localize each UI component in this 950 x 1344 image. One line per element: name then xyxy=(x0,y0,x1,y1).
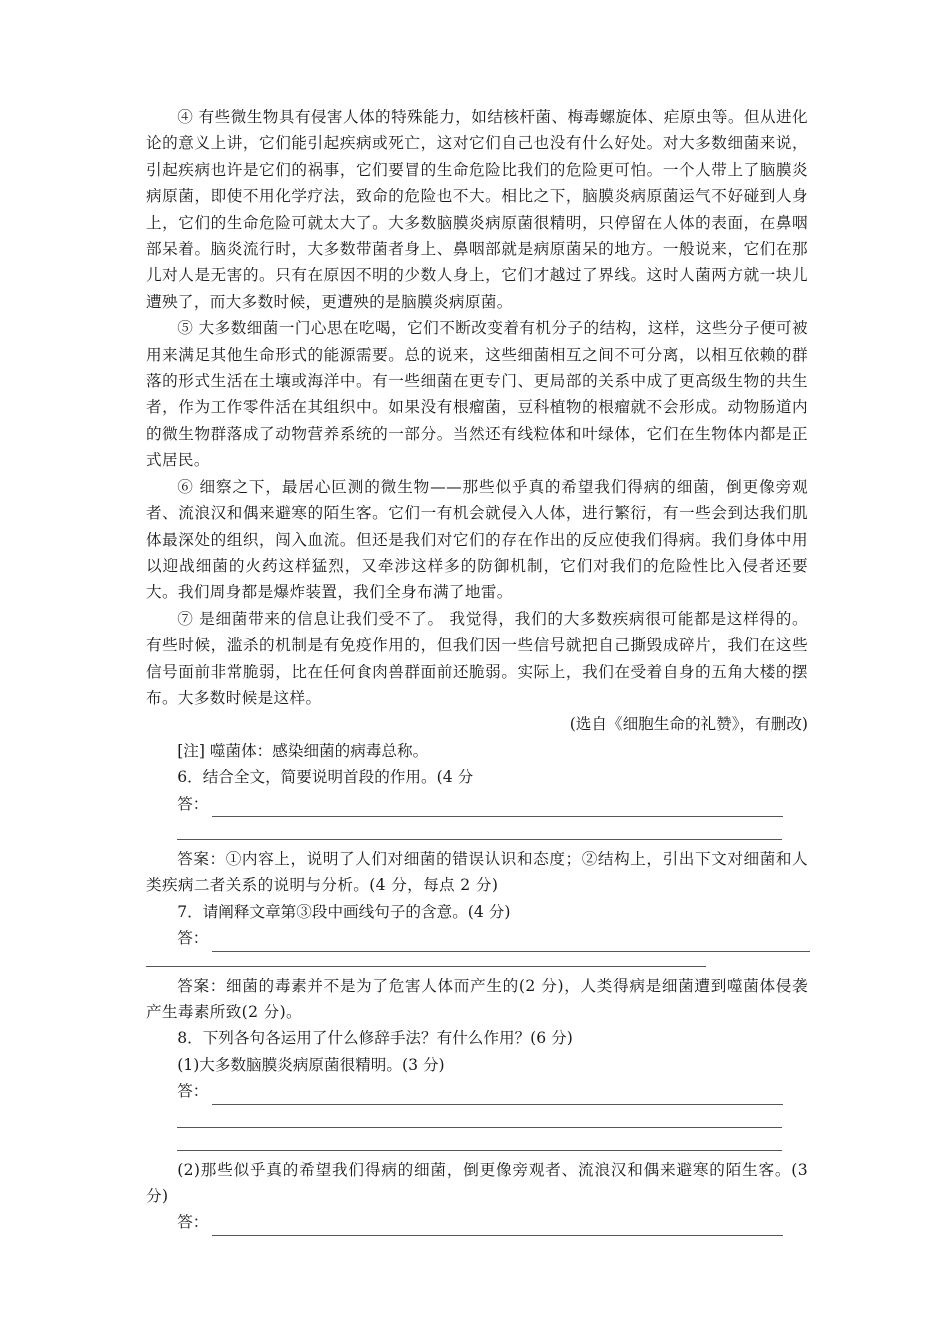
paragraph-6: ⑥ 细察之下，最居心叵测的微生物——那些似乎真的希望我们得病的细菌，倒更像旁观者、流浪汉和偶来避寒的陌生客。它们一有机会就侵入人体，进行繁衍，有一些会到达我们肌体最深处的组织，闯入血流。但还是我们对它们的存在作出的反应使我们得病。我们身体中用以迎战细菌的火药这样猛烈，又牵涉这样多的防御机制，它们对我们的危险性比入侵者还要大。我们周身都是爆炸装置，我们全身布满了地雷。 xyxy=(146,477,808,602)
q8-1-answer-blank-3[interactable] xyxy=(177,1128,782,1151)
q6-answer: 答案：①内容上，说明了人们对细菌的错误认识和态度；②结构上，引出下文对细菌和人类疾病二者关系的说明与分析。(4 分，每点 2 分) xyxy=(146,849,808,895)
q7-answer: 答案：细菌的毒素并不是为了危害人体而产生的(2 分)，人类得病是细菌遭到噬菌体侵袭产生毒素所致(2 分)。 xyxy=(146,976,808,1021)
q7-answer-blank[interactable] xyxy=(212,933,810,952)
paragraph-4: ④ 有些微生物具有侵害人体的特殊能力，如结核杆菌、梅毒螺旋体、疟原虫等。但从进化论的意义上讲，它们能引起疾病或死亡，这对它们自己也没有什么好处。对大多数细菌来说，引起疾病也许是它们的祸事，它们要冒的生命危险比我们的危险更可怕。一个人带上了脑膜炎病原菌，即使不用化学疗法，致命的危险也不大。相比之下，脑膜炎病原菌运气不好碰到人身上，它们的生命危险可就太大了。大多数脑膜炎病原菌很精明，只停留在人体的表面，在鼻咽部呆着。脑炎流行时，大多数带菌者身上、鼻咽部就是病原菌呆的地方。一般说来，它们在那儿对人是无害的。只有在原因不明的少数人身上，它们才越过了界线。这时人菌两方就一块儿遭殃了，而大多数时候，更遭殃的是脑膜炎病原菌。 xyxy=(146,108,808,311)
q6-answer-label: 答： xyxy=(177,794,209,813)
q8-1-answer-label: 答： xyxy=(177,1082,209,1101)
question-8: 8．下列各句各运用了什么修辞手法？有什么作用？(6 分) xyxy=(177,1029,573,1048)
paragraph-5: ⑤ 大多数细菌一门心思在吃喝，它们不断改变着有机分子的结构，这样，这些分子便可被用来满足其他生命形式的能源需要。总的说来，这些细菌相互之间不可分离，以相互依赖的群落的形式生活在土壤或海洋中。有一些细菌在更专门、更局部的关系中成了更高级生物的共生者，作为工作零件活在其组织中。如果没有根瘤菌，豆科植物的根瘤就不会形成。动物肠道内的微生物群落成了动物营养系统的一部分。当然还有线粒体和叶绿体，它们在生物体内都是正式居民。 xyxy=(146,319,808,470)
q6-answer-blank-2[interactable] xyxy=(177,817,782,840)
q7-answer-row xyxy=(146,925,808,951)
q8-1-answer-blank-2[interactable] xyxy=(177,1105,782,1128)
question-7: 7．请阐释文章第③段中画线句子的含意。(4 分) xyxy=(177,902,511,921)
q7-answer-blank-2[interactable] xyxy=(146,952,706,967)
note: [注] 噬菌体：感染细菌的病毒总称。 xyxy=(177,741,429,760)
question-8-sub-1: (1)大多数脑膜炎病原菌很精明。(3 分) xyxy=(177,1055,445,1074)
question-8-sub-2: (2)那些似乎真的希望我们得病的细菌，倒更像旁观者、流浪汉和偶来避寒的陌生客。(3 分) xyxy=(146,1160,808,1206)
q7-answer-label: 答： xyxy=(177,929,209,948)
q6-answer-blank[interactable] xyxy=(212,798,783,817)
paragraph-7: ⑦ 是细菌带来的信息让我们受不了。 我觉得，我们的大多数疾病很可能都是这样得的。有些时候，滥杀的机制是有免疫作用的，但我们因一些信号就把自己撕毁成碎片，我们在这些信号面前非常脆弱，比在任何食肉兽群面前还脆弱。实际上，我们在受着自身的五角大楼的摆布。大多数时候是这样。 xyxy=(146,609,808,707)
q8-2-answer-label: 答： xyxy=(177,1213,209,1232)
q8-1-answer-blank[interactable] xyxy=(212,1086,783,1105)
question-6: 6．结合全文，简要说明首段的作用。(4 分 xyxy=(177,768,474,787)
q8-2-answer-blank[interactable] xyxy=(212,1217,783,1236)
q8-1-answer-row xyxy=(146,1078,808,1104)
source-citation: (选自《细胞生命的礼赞》，有删改) xyxy=(569,715,808,734)
document-page xyxy=(146,104,808,1236)
q8-2-answer-row xyxy=(146,1209,808,1235)
q6-answer-row xyxy=(146,791,808,817)
